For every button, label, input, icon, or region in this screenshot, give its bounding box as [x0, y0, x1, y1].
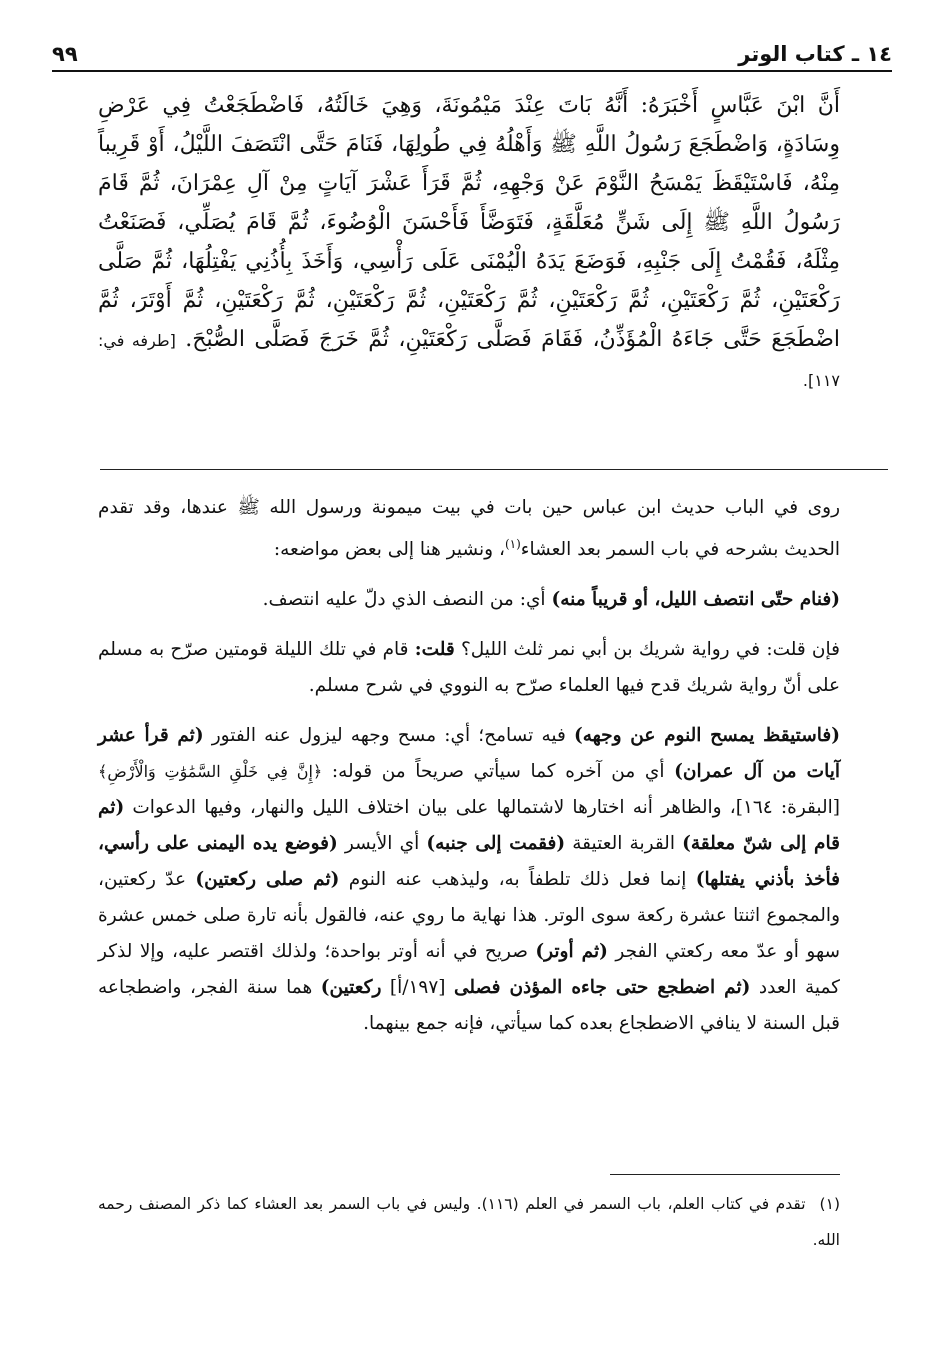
footnote-text: تقدم في كتاب العلم، باب السمر في العلم (١١٦). وليس في باب السمر بعد العشاء كما ذكر المصنف رحمه الله.	[98, 1195, 840, 1249]
commentary-text: إنما فعل ذلك تلطفاً به، وليذهب عنه النوم	[339, 869, 696, 891]
commentary-text: أي الأيسر	[337, 833, 427, 855]
page-number: ٩٩	[52, 42, 78, 66]
quoted-phrase: (فوضع يده اليمنى على رأسي، فأخذ بأذني يفتلها)	[98, 833, 840, 891]
commentary-block	[98, 490, 840, 1056]
commentary-paragraph-2	[98, 582, 840, 618]
commentary-paragraph-4	[98, 718, 840, 1042]
page-header	[52, 30, 892, 66]
commentary-paragraph-1	[98, 490, 840, 568]
chapter-title: ١٤ ـ كتاب الوتر	[738, 42, 892, 66]
quoted-phrase: (فقمت إلى جنبه)	[426, 833, 566, 855]
quoted-phrase: (ثم صلى ركعتين)	[195, 869, 340, 891]
commentary-text: فإن قلت: في رواية شريك بن أبي نمر ثلث الليل؟	[454, 639, 840, 661]
commentary-text: ، ونشير هنا إلى بعض مواضعه:	[273, 539, 505, 561]
header-rule	[52, 70, 892, 72]
commentary-text: [البقرة: ١٦٤]، والظاهر أنه اختارها لاشتمالها على بيان اختلاف الليل والنهار، وفيها الدعوات	[124, 797, 840, 819]
hadith-text-block	[98, 86, 840, 400]
commentary-text: هما سنة الفجر، واضطجاعه قبل السنة لا ينافي الاضطجاع بعده كما سيأتي، فإنه جمع بينهما.	[98, 977, 840, 1035]
hadith-text: أَنَّ ابْنَ عَبَّاسٍ أَخْبَرَهُ: أَنَّهُ بَاتَ عِنْدَ مَيْمُونَةَ، وَهِيَ خَالَتُهُ، فَاضْطَجَعْتُ فِي عَرْضِ وِسَادَةٍ، وَاضْطَجَعَ رَسُولُ اللَّهِ ﷺ وَأَهْلُهُ فِي طُولِهَا، فَنَامَ حَتَّى انْتَصَفَ اللَّيْلُ، أَوْ قَرِيباً مِنْهُ، فَاسْتَيْقَظَ يَمْسَحُ النَّوْمَ عَنْ وَجْهِهِ، ثُمَّ قَرَأَ عَشْرَ آيَاتٍ مِنْ آلِ عِمْرَانَ، ثُمَّ قَامَ رَسُولُ اللَّهِ ﷺ إِلَى شَنٍّ مُعَلَّقَةٍ، فَتَوَضَّأَ فَأَحْسَنَ الْوُضُوءَ، ثُمَّ قَامَ يُصَلِّي، فَصَنَعْتُ مِثْلَهُ، فَقُمْتُ إِلَى جَنْبِهِ، فَوَضَعَ يَدَهُ الْيُمْنَى عَلَى رَأْسِي، وَأَخَذَ بِأُذُنِي يَفْتِلُهَا، ثُمَّ صَلَّى رَكْعَتَيْنِ، ثُمَّ رَكْعَتَيْنِ، ثُمَّ رَكْعَتَيْنِ، ثُمَّ رَكْعَتَيْنِ، ثُمَّ رَكْعَتَيْنِ، ثُمَّ رَكْعَتَيْنِ، ثُمَّ أَوْتَرَ، ثُمَّ اضْطَجَعَ حَتَّى جَاءَهُ الْمُؤَذِّنُ، فَقَامَ فَصَلَّى رَكْعَتَيْنِ، ثُمَّ خَرَجَ فَصَلَّى الصُّبْحَ.	[98, 93, 840, 352]
footnote-marker: (١)	[504, 537, 521, 551]
commentary-text: روى في الباب حديث ابن عباس حين بات في بيت ميمونة ورسول الله ﷺ عندها، وقد تقدم الحديث بشرحه في باب السمر بعد العشاء	[98, 497, 840, 561]
quoted-phrase: (فنام حتّى انتصف الليل، أو قريباً منه)	[551, 589, 840, 611]
commentary-text: فيه تسامح؛ أي: مسح وجهه ليزول عنه الفتور	[203, 725, 574, 747]
commentary-text: صريح في أنه أوتر بواحدة؛ ولذلك اقتصر عليه، وإلا لذكر كمية العدد	[98, 941, 840, 999]
section-divider	[100, 469, 888, 470]
footnote-rule	[610, 1174, 840, 1175]
hadith-paragraph	[98, 86, 840, 400]
answer-label: قلت:	[414, 639, 455, 661]
quoted-phrase: (ثم قرأ عشر آيات من آل عمران)	[98, 725, 840, 783]
manuscript-ref: [١٩٧/أ]	[381, 977, 454, 999]
quoted-phrase: ركعتين)	[320, 977, 382, 999]
quoted-phrase: (ثم قام إلى شنّ معلقة)	[98, 797, 840, 855]
commentary-text: القربة العتيقة	[565, 833, 683, 855]
footnote-number: (١)	[819, 1195, 840, 1213]
commentary-text: أي من آخره كما سيأتي صريحاً من قوله:	[322, 761, 675, 783]
commentary-text: أي: من النصف الذي دلّ عليه انتصف.	[262, 589, 552, 611]
quoted-phrase: (ثم اضطجع حتى جاءه المؤذن فصلى	[454, 977, 751, 999]
quoted-phrase: (فاستيقظ يمسح النوم عن وجهه)	[573, 725, 840, 747]
quoted-phrase: (ثم أوتر)	[535, 941, 608, 963]
footnote	[98, 1186, 840, 1258]
quran-quote: ﴿إِنَّ فِي خَلْقِ السَّمَٰوَٰتِ وَالْأَرْضِ﴾	[98, 762, 323, 782]
commentary-paragraph-3	[98, 632, 840, 704]
commentary-text: عدّ ركعتين، والمجموع اثنتا عشرة ركعة سوى الوتر. هذا نهاية ما روي عنه، فالقول بأنه تارة صلى خمس عشرة سهو أو عدّ معه ركعتي الفجر	[98, 869, 840, 963]
commentary-text: قام في تلك الليلة قومتين صرّح به مسلم على أنّ رواية شريك قدح فيها العلماء صرّح به النووي في شرح مسلم.	[98, 639, 840, 697]
hadith-reference: [طرفه في: ١١٧].	[98, 331, 840, 390]
